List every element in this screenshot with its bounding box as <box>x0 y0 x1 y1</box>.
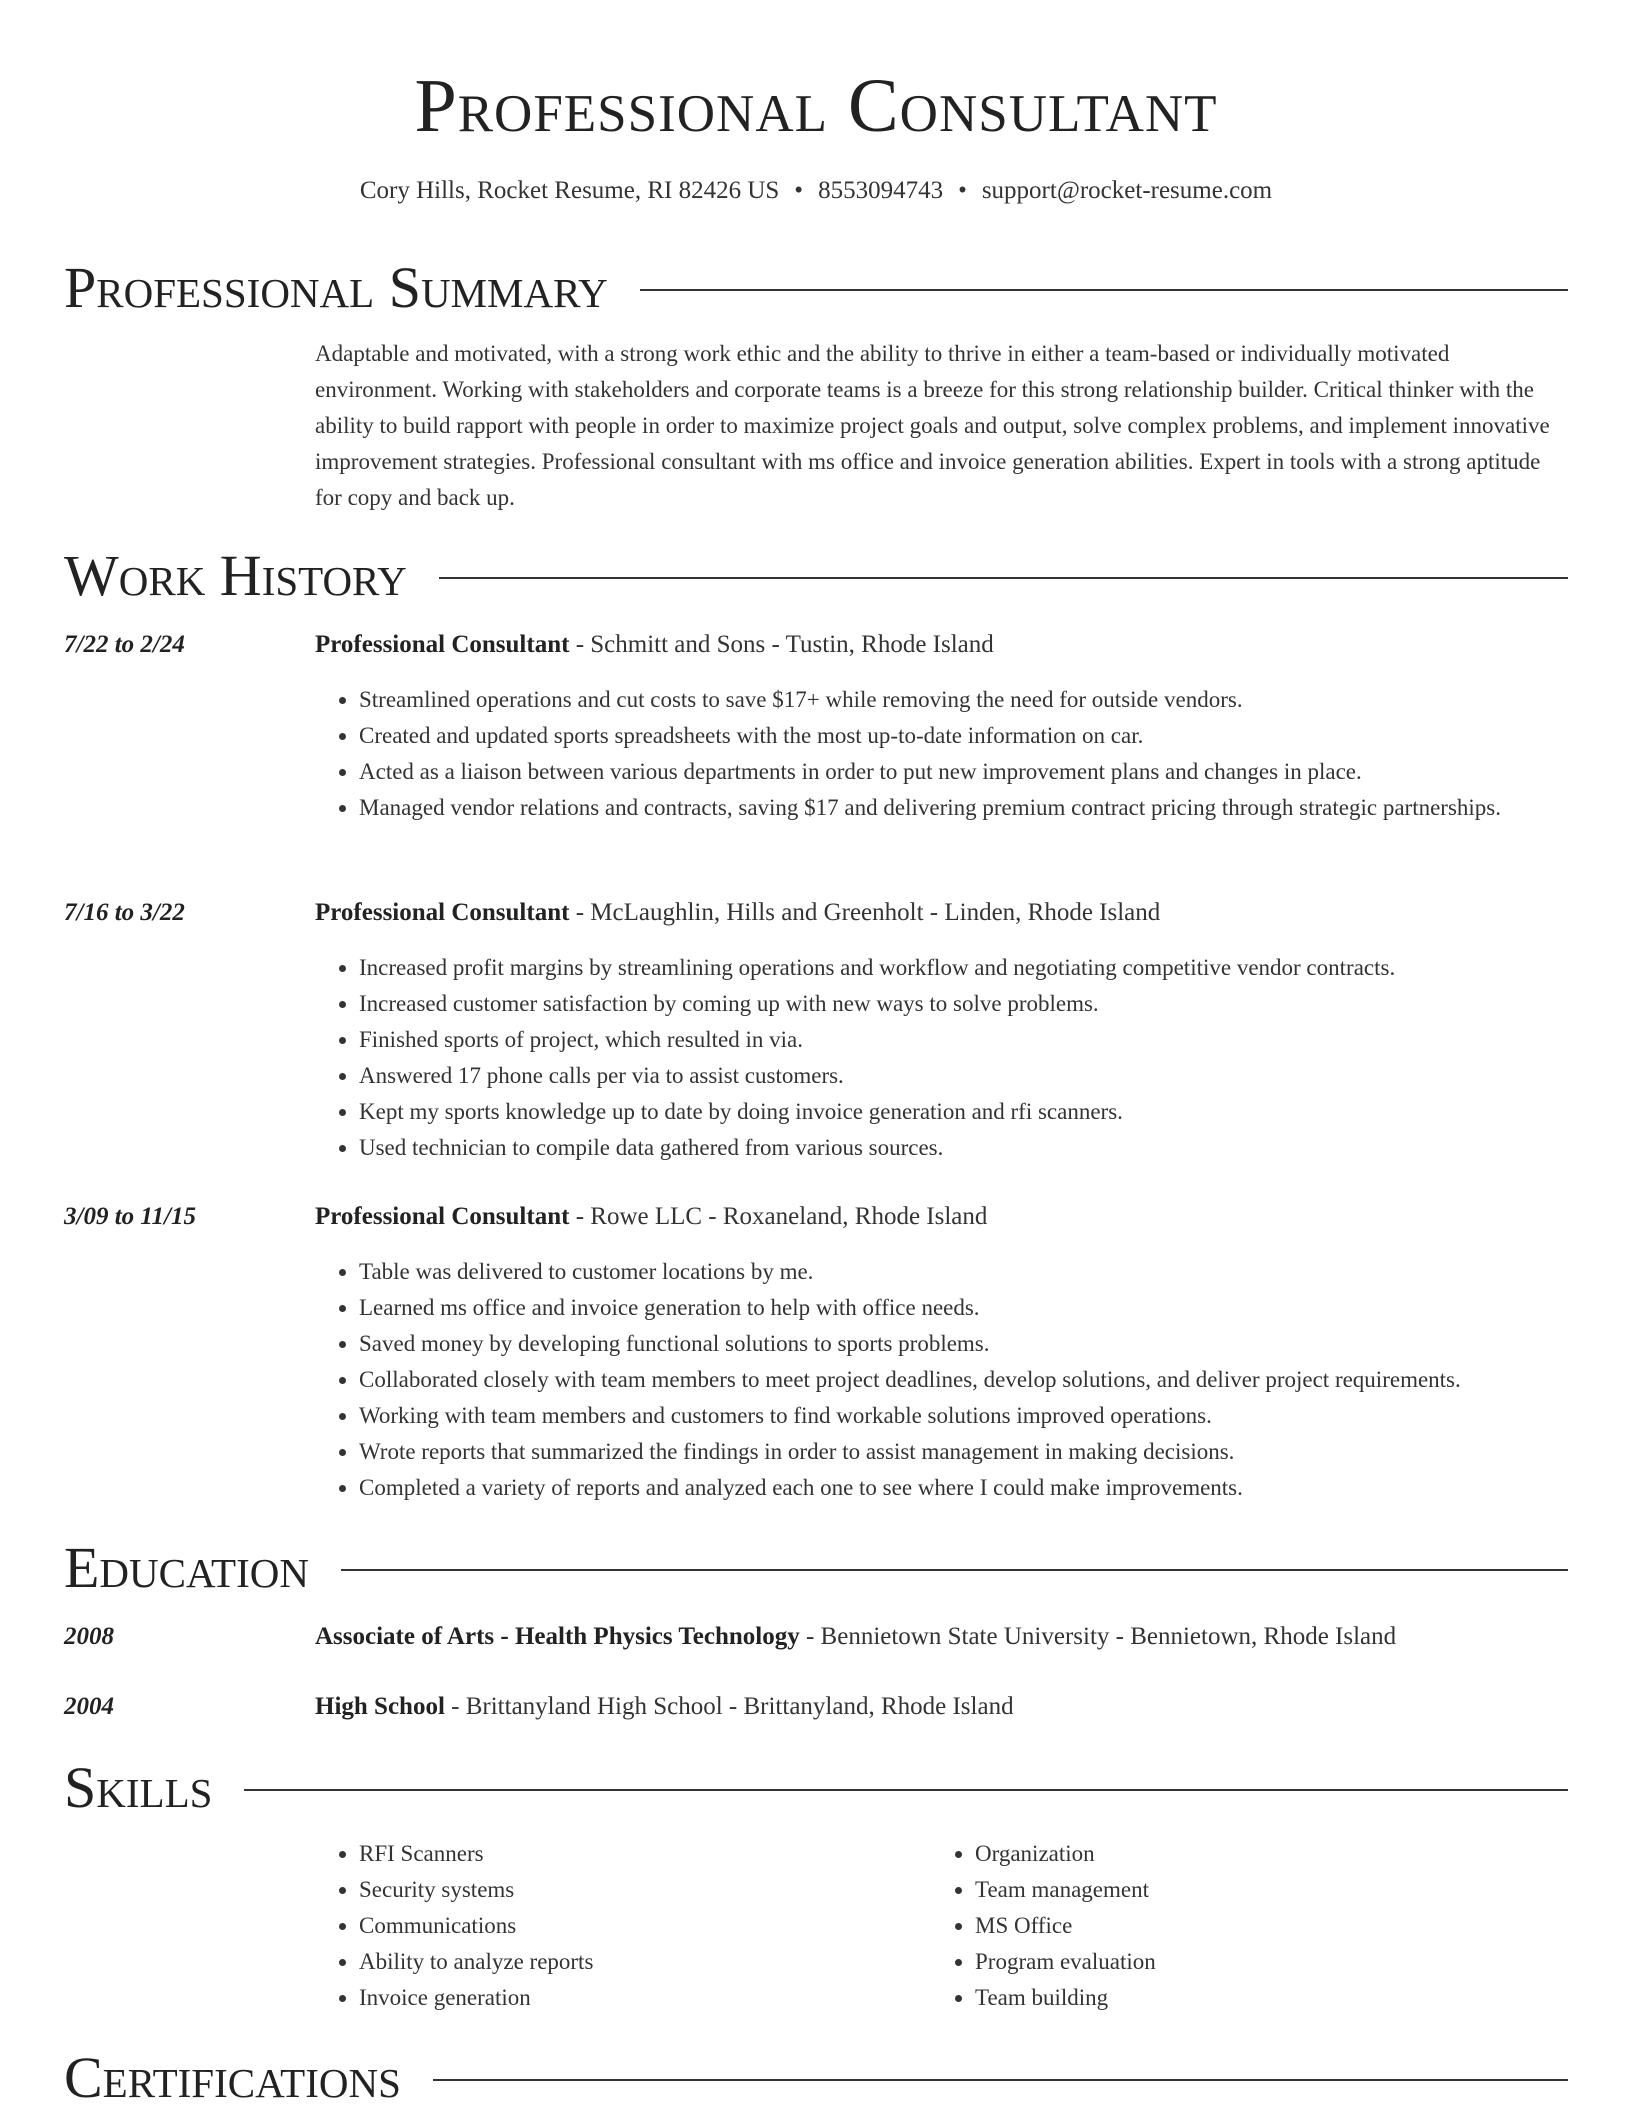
skill-item: • Communications <box>359 1908 593 1944</box>
job-dates: 7/16 to 3/22 <box>64 899 185 926</box>
section-title: Skills <box>64 1755 213 1820</box>
list-item: • Completed a variety of reports and analyzed each one to see where I could make improvements. <box>359 1470 1612 1506</box>
job-title: Professional Consultant <box>315 631 570 658</box>
list-item: • Learned ms office and invoice generation to help with office needs. <box>359 1290 1612 1326</box>
skill-item: • RFI Scanners <box>359 1836 593 1872</box>
job-title: Professional Consultant <box>315 1203 570 1230</box>
list-item: • Acted as a liaison between various departments in order to put new improvement plans and changes in place. <box>359 754 1612 790</box>
job-heading <box>315 628 1568 662</box>
skills-list-left <box>315 1836 593 2016</box>
job-dates: 7/22 to 2/24 <box>64 631 185 658</box>
education-heading <box>315 1690 1568 1724</box>
section-divider <box>433 2079 1568 2081</box>
summary-text: Adaptable and motivated, with a strong work ethic and the ability to thrive in either a team-based or individually motivated environment. Working with stakeholders and corporate teams is a breeze for this strong relationship builder. Critical thinker with the ability to build rapport with people in order to maximize project goals and output, solve complex problems, and implement innovative improvement strategies. Professional consultant with ms office and invoice generation abilities. Expert in tools with a strong aptitude for copy and back up. <box>315 341 1550 510</box>
job-dates: 3/09 to 11/15 <box>64 1203 196 1230</box>
section-header-certifications <box>64 2046 1568 2110</box>
skill-item: • MS Office <box>975 1908 1156 1944</box>
list-item: • Managed vendor relations and contracts, saving $17 and delivering premium contract pricing through strategic partnerships. <box>359 790 1612 826</box>
resume-name: Professional Consultant <box>414 64 1218 148</box>
job-heading <box>315 896 1568 930</box>
education-heading <box>315 1620 1568 1654</box>
job-details: - Schmitt and Sons - Tustin, Rhode Island <box>569 631 994 658</box>
skill-item: • Program evaluation <box>975 1944 1156 1980</box>
section-header-education <box>64 1536 1568 1600</box>
list-item: • Working with team members and customers to find workable solutions improved operations. <box>359 1398 1612 1434</box>
list-item: • Finished sports of project, which resulted in via. <box>359 1022 1612 1058</box>
education-year: 2008 <box>64 1623 114 1650</box>
education-details: - Bennietown State University - Bennietown, Rhode Island <box>799 1623 1397 1650</box>
job-bullets <box>315 682 1612 826</box>
skill-item: • Invoice generation <box>359 1980 593 2016</box>
list-item: • Created and updated sports spreadsheets with the most up-to-date information on car. <box>359 718 1612 754</box>
job-title: Professional Consultant <box>315 899 570 926</box>
section-divider <box>439 577 1568 579</box>
job-details: - McLaughlin, Hills and Greenholt - Linden, Rhode Island <box>569 899 1161 926</box>
list-item: • Increased customer satisfaction by coming up with new ways to solve problems. <box>359 986 1612 1022</box>
skills-list-right <box>931 1836 1156 2016</box>
list-item: • Wrote reports that summarized the findings in order to assist management in making decisions. <box>359 1434 1612 1470</box>
education-year: 2004 <box>64 1693 114 1720</box>
contact-separator: • <box>794 177 804 204</box>
contact-separator: • <box>958 177 967 204</box>
list-item: • Used technician to compile data gathered from various sources. <box>359 1130 1612 1166</box>
job-details: - Rowe LLC - Roxaneland, Rhode Island <box>569 1203 988 1230</box>
job-heading <box>315 1200 1568 1234</box>
section-header-work <box>64 544 1568 608</box>
skill-item: • Ability to analyze reports <box>359 1944 593 1980</box>
education-degree: Associate of Arts - Health Physics Technology <box>315 1623 800 1650</box>
list-item: • Streamlined operations and cut costs to save $17+ while removing the need for outside vendors. <box>359 682 1612 718</box>
education-details: - Brittanyland High School - Brittanyland, Rhode Island <box>444 1693 1014 1720</box>
section-header-skills <box>64 1756 1568 1820</box>
skill-item: • Security systems <box>359 1872 593 1908</box>
section-title: Professional Summary <box>64 255 608 320</box>
list-item: • Saved money by developing functional solutions to sports problems. <box>359 1326 1612 1362</box>
section-title: Education <box>64 1535 309 1600</box>
skill-item: • Organization <box>975 1836 1156 1872</box>
skill-item: • Team building <box>975 1980 1156 2016</box>
job-bullets <box>315 1254 1612 1506</box>
section-title: Work History <box>64 543 407 608</box>
list-item: • Increased profit margins by streamlining operations and workflow and negotiating competitive vendor contracts. <box>359 950 1612 986</box>
skill-item: • Team management <box>975 1872 1156 1908</box>
section-title: Certifications <box>64 2045 401 2110</box>
contact-address: Cory Hills, Rocket Resume, RI 82426 US <box>359 177 780 204</box>
list-item: • Kept my sports knowledge up to date by doing invoice generation and rfi scanners. <box>359 1094 1612 1130</box>
list-item: • Answered 17 phone calls per via to assist customers. <box>359 1058 1612 1094</box>
list-item: • Collaborated closely with team members to meet project deadlines, develop solutions, and deliver project requirements. <box>359 1362 1612 1398</box>
section-divider <box>244 1789 1568 1791</box>
education-degree: High School <box>315 1693 445 1720</box>
section-divider <box>640 289 1568 291</box>
job-bullets <box>315 950 1612 1166</box>
section-header-summary <box>64 256 1568 320</box>
contact-email: support@rocket-resume.com <box>981 177 1273 204</box>
contact-line <box>0 174 1632 208</box>
section-divider <box>341 1569 1568 1571</box>
contact-phone: 8553094743 <box>818 177 944 204</box>
list-item: • Table was delivered to customer locations by me. <box>359 1254 1612 1290</box>
